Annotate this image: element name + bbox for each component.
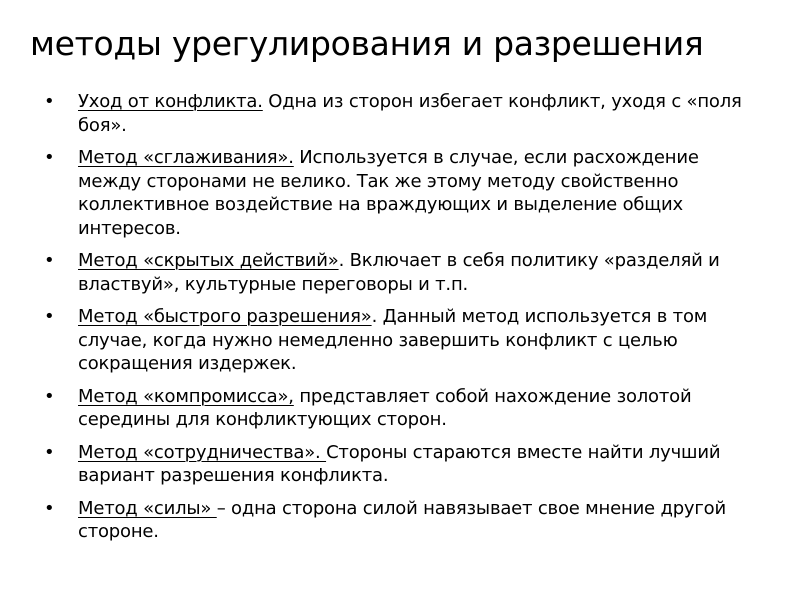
method-term: Метод «скрытых действий» bbox=[78, 250, 339, 271]
bullet-list bbox=[44, 90, 744, 553]
bullet-dot-icon: • bbox=[44, 250, 55, 271]
bullet-dot-icon: • bbox=[44, 147, 55, 168]
list-item bbox=[44, 441, 744, 488]
list-item bbox=[44, 249, 744, 296]
list-item bbox=[44, 90, 744, 137]
method-description: Стороны стараются вместе найти лучший вариант разрешения конфликта. bbox=[78, 441, 721, 486]
bullet-dot-icon: • bbox=[44, 306, 55, 327]
method-term: Метод «силы» bbox=[78, 497, 217, 519]
bullet-dot-icon: • bbox=[44, 497, 55, 519]
method-term: Метод «сотрудничества». bbox=[78, 441, 327, 463]
list-item bbox=[44, 305, 744, 376]
list-item bbox=[44, 497, 744, 544]
method-term: Метод «быстрого разрешения» bbox=[78, 306, 372, 327]
method-description: представляет собой нахождение золотой середины для конфликтующих сторон. bbox=[78, 385, 692, 430]
method-term: Уход от конфликта. bbox=[78, 91, 263, 112]
method-description: . Данный метод используется в том случае, когда нужно немедленно завершить конфликт с целью сокращения издержек. bbox=[78, 306, 708, 374]
bullet-dot-icon: • bbox=[44, 385, 55, 407]
method-description: . Включает в себя политику «разделяй и властвуй», культурные переговоры и т.п. bbox=[78, 250, 720, 295]
method-description: – одна сторона силой навязывает свое мнение другой стороне. bbox=[78, 497, 726, 542]
method-term: Метод «сглаживания». bbox=[78, 147, 294, 168]
method-term: Метод «компромисса», bbox=[78, 385, 294, 407]
method-description: Используется в случае, если расхождение между сторонами не велико. Так же этому методу свойственно коллективное воздействие на враждующих и выделение общих интересов. bbox=[78, 147, 699, 239]
method-description: Одна из сторон избегает конфликт, уходя с «поля боя». bbox=[78, 91, 742, 136]
list-item bbox=[44, 385, 744, 432]
list-item bbox=[44, 146, 744, 240]
bullet-dot-icon: • bbox=[44, 441, 55, 463]
slide-title: методы урегулирования и разрешения bbox=[30, 24, 704, 63]
bullet-dot-icon: • bbox=[44, 91, 55, 112]
